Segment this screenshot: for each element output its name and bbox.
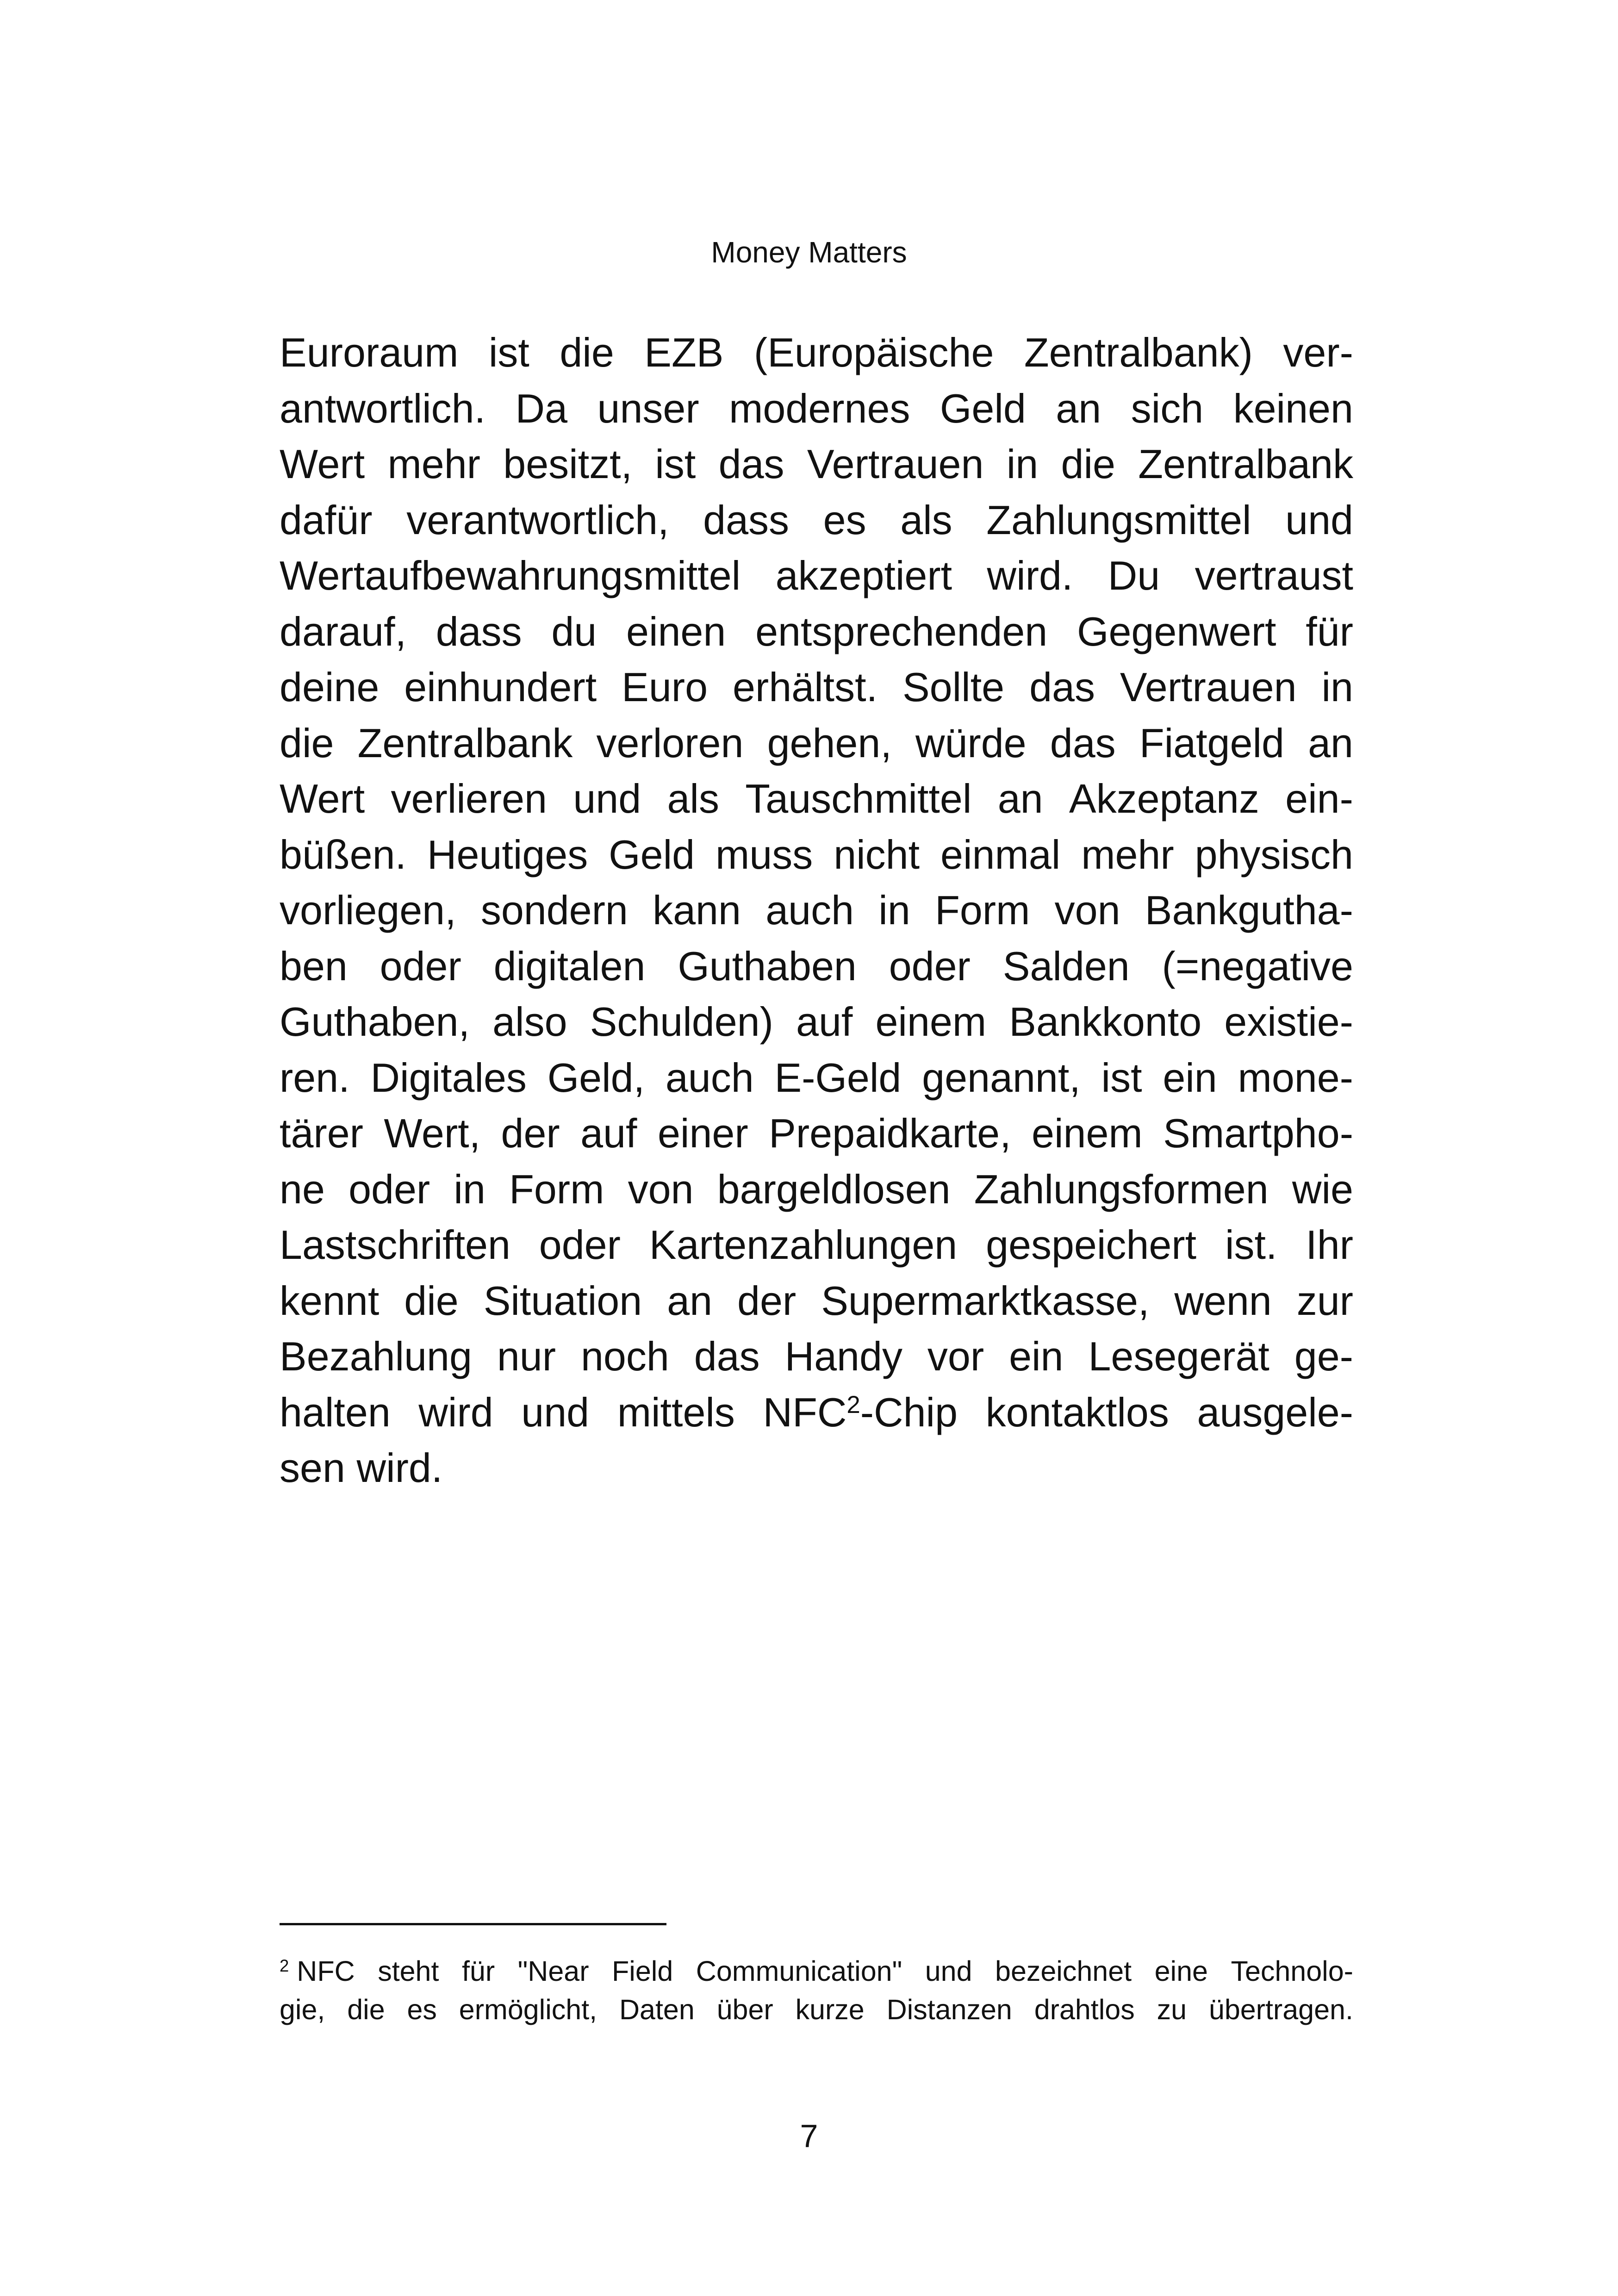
word: dass [436, 608, 522, 654]
word: vertraust [1195, 553, 1353, 598]
word: Zahlungsmittel [986, 497, 1251, 543]
word: Salden [1002, 943, 1130, 989]
word: die [404, 1277, 459, 1324]
word: du [551, 608, 597, 654]
word: Du [1108, 553, 1160, 598]
word: und [925, 1955, 972, 1987]
word: Zentralbank [357, 720, 573, 766]
word: das [1029, 664, 1095, 710]
word: auf [796, 999, 853, 1045]
footnote [280, 1952, 1353, 2029]
word: digitalen [493, 943, 646, 989]
word: EZB [644, 330, 724, 375]
word: physisch [1195, 831, 1353, 877]
word: sondern [480, 887, 628, 933]
word: ist [655, 441, 696, 487]
body-line [280, 325, 1353, 381]
word: für [461, 1955, 495, 1987]
word: wird [418, 1389, 493, 1435]
word: Da [515, 385, 568, 431]
word: Kartenzahlungen [649, 1222, 958, 1268]
body-line [280, 994, 1353, 1050]
body-line [280, 1162, 1353, 1218]
word: Guthaben, [280, 999, 470, 1045]
running-header: Money Matters [711, 236, 907, 269]
word: Gegenwert [1077, 608, 1276, 654]
word: der [737, 1277, 797, 1324]
word: einem [1032, 1110, 1143, 1156]
word: einen [626, 608, 726, 654]
word: -Chip [860, 1389, 958, 1435]
word: und [521, 1389, 590, 1435]
word: würde [915, 720, 1027, 766]
word: Digitales [370, 1054, 527, 1101]
word: ren. [280, 1054, 350, 1101]
word: vorliegen, [280, 887, 456, 933]
footnote-line [280, 1991, 1353, 2029]
word: in [1321, 664, 1353, 710]
word: unser [597, 385, 699, 431]
word: Form [509, 1166, 604, 1212]
word: Bankgutha- [1145, 887, 1353, 933]
word: Guthaben [678, 943, 857, 989]
word-footnote-start [280, 1952, 355, 1991]
word: das [1050, 720, 1116, 766]
word: zu [1157, 1994, 1187, 2025]
word: Daten [619, 1994, 695, 2025]
word: wird. [356, 1445, 443, 1491]
word: Wertaufbewahrungsmittel [280, 553, 741, 598]
word: mehr [387, 441, 480, 487]
word: der [501, 1110, 560, 1156]
word: existie- [1224, 999, 1353, 1045]
word: kontaktlos [985, 1389, 1169, 1435]
word: halten [280, 1389, 391, 1435]
word: wie [1292, 1166, 1353, 1212]
word: mittels [617, 1389, 735, 1435]
body-line [280, 381, 1353, 437]
word: Lesegerät [1088, 1333, 1270, 1379]
word: oder [348, 1166, 430, 1212]
word: ein [1009, 1333, 1064, 1379]
word: oder [889, 943, 971, 989]
word: NFC [297, 1955, 355, 1987]
word: modernes [729, 385, 910, 431]
word: antwortlich. [280, 385, 486, 431]
word: mone- [1238, 1054, 1353, 1101]
word: ist. [1225, 1222, 1277, 1268]
word: Bankkonto [1009, 999, 1202, 1045]
word: Sollte [902, 664, 1005, 710]
page-number: 7 [800, 2118, 818, 2154]
word: Wert [280, 776, 365, 821]
word: ben [280, 943, 348, 989]
word: sen [280, 1445, 345, 1491]
body-line [280, 492, 1353, 548]
word: in [454, 1166, 485, 1212]
word: erhältst. [732, 664, 878, 710]
word: akzeptiert [775, 553, 952, 598]
word: ist [488, 330, 529, 375]
footnote-divider [280, 1923, 666, 1925]
word: Geld [609, 831, 695, 877]
body-line [280, 1273, 1353, 1329]
word: wenn [1174, 1277, 1272, 1324]
word: als [667, 776, 719, 821]
word: als [900, 497, 952, 543]
word: das [694, 1333, 760, 1379]
footnote-marker: 2 [280, 1956, 289, 1975]
word: dass [703, 497, 790, 543]
word: Supermarktkasse, [821, 1277, 1150, 1324]
word-nfc-chip [763, 1385, 958, 1441]
word: an [667, 1277, 713, 1324]
word: Akzeptanz [1069, 776, 1259, 821]
word: Zentralbank [1138, 441, 1353, 487]
word: für [1306, 608, 1353, 654]
word: Situation [483, 1277, 642, 1324]
word: Vertrauen [807, 441, 984, 487]
word: kennt [280, 1277, 380, 1324]
word: ne [280, 1166, 325, 1212]
word: einem [875, 999, 987, 1045]
word: an [1056, 385, 1101, 431]
word: gespeichert [986, 1222, 1197, 1268]
word: deine [280, 664, 380, 710]
word: "Near [517, 1955, 589, 1987]
word: an [997, 776, 1043, 821]
word: darauf, [280, 608, 406, 654]
word: und [1285, 497, 1353, 543]
word: bargeldlosen [717, 1166, 951, 1212]
body-line [280, 1050, 1353, 1106]
word: entsprechenden [755, 608, 1048, 654]
body-line [280, 604, 1353, 660]
word: ausgele- [1197, 1389, 1353, 1435]
word: ge- [1294, 1333, 1353, 1379]
word: Tauschmittel [745, 776, 972, 821]
word: Wert, [384, 1110, 481, 1156]
word: steht [378, 1955, 439, 1987]
body-line [280, 1440, 1353, 1496]
word: drahtlos [1034, 1994, 1135, 2025]
body-text [280, 325, 1353, 1496]
footnote-ref[interactable]: 2 [846, 1391, 860, 1419]
word: Zentralbank) [1024, 330, 1253, 375]
word: Prepaidkarte, [769, 1110, 1011, 1156]
word: auch [665, 1054, 754, 1101]
word: ermöglicht, [459, 1994, 597, 2025]
word: zur [1296, 1277, 1353, 1324]
word: Ihr [1306, 1222, 1353, 1268]
word: noch [580, 1333, 669, 1379]
word: NFC [763, 1389, 847, 1435]
word: Lastschriften [280, 1222, 510, 1268]
word: also [492, 999, 567, 1045]
body-line [280, 436, 1353, 492]
word: Handy [784, 1333, 902, 1379]
word: Fiatgeld [1139, 720, 1284, 766]
word: es [407, 1994, 437, 2025]
word: auch [765, 887, 854, 933]
word: nur [497, 1333, 556, 1379]
word: Heutiges [427, 831, 588, 877]
body-line [280, 660, 1353, 716]
word: verloren [596, 720, 744, 766]
word: verantwortlich, [406, 497, 669, 543]
word: übertragen. [1208, 1994, 1353, 2025]
word: genannt, [922, 1054, 1081, 1101]
word: Geld, [547, 1054, 645, 1101]
word: kann [653, 887, 741, 933]
word: oder [539, 1222, 621, 1268]
word: Distanzen [886, 1994, 1012, 2025]
word: gie, [280, 1994, 325, 2025]
word: an [1308, 720, 1353, 766]
word: ver- [1283, 330, 1353, 375]
word: Smartpho- [1163, 1110, 1353, 1156]
word: vor [927, 1333, 984, 1379]
word: ein- [1285, 776, 1353, 821]
word: Euroraum [280, 330, 459, 375]
word: sich [1131, 385, 1204, 431]
word: das [718, 441, 784, 487]
footnote-line [280, 1952, 1353, 1991]
word: Geld [940, 385, 1026, 431]
word: Wert [280, 441, 365, 487]
word: Zahlungsformen [974, 1166, 1269, 1212]
word: (=negative [1162, 943, 1353, 989]
word: (Europäische [753, 330, 994, 375]
word: auf [580, 1110, 637, 1156]
body-line [280, 1217, 1353, 1273]
word: bezeichnet [995, 1955, 1132, 1987]
word: nicht [834, 831, 920, 877]
word: Bezahlung [280, 1333, 472, 1379]
word: über [716, 1994, 773, 2025]
body-line [280, 771, 1353, 827]
body-line [280, 1106, 1353, 1162]
word: es [823, 497, 866, 543]
word: die [560, 330, 614, 375]
word: verlieren [391, 776, 547, 821]
word: in [878, 887, 910, 933]
word: von [1054, 887, 1120, 933]
word: die [347, 1994, 385, 2025]
word: einer [657, 1110, 748, 1156]
word: Euro [622, 664, 708, 710]
word: die [280, 720, 334, 766]
word: E-Geld [774, 1054, 902, 1101]
word: einmal [940, 831, 1061, 877]
word: Technolo- [1231, 1955, 1353, 1987]
body-line [280, 883, 1353, 939]
word: wird. [987, 553, 1073, 598]
body-line [280, 1329, 1353, 1385]
word: besitzt, [503, 441, 633, 487]
word: und [573, 776, 641, 821]
word: muss [716, 831, 813, 877]
word: keinen [1233, 385, 1353, 431]
word: mehr [1081, 831, 1174, 877]
word: Vertrauen [1120, 664, 1297, 710]
word: die [1061, 441, 1115, 487]
body-line [280, 548, 1353, 604]
word: eine [1154, 1955, 1208, 1987]
word: in [1006, 441, 1039, 487]
word: büßen. [280, 831, 406, 877]
body-line [280, 939, 1353, 995]
body-line [280, 1385, 1353, 1441]
word: Field [612, 1955, 673, 1987]
body-line [280, 716, 1353, 772]
body-line [280, 827, 1353, 883]
word: gehen, [767, 720, 892, 766]
word: dafür [280, 497, 373, 543]
word: Communication" [696, 1955, 902, 1987]
word: einhundert [404, 664, 597, 710]
word: tärer [280, 1110, 363, 1156]
word: oder [380, 943, 461, 989]
word: Schulden) [590, 999, 773, 1045]
word: von [628, 1166, 694, 1212]
word: ist [1101, 1054, 1142, 1101]
word: Form [935, 887, 1030, 933]
word: ein [1163, 1054, 1217, 1101]
word: kurze [795, 1994, 865, 2025]
